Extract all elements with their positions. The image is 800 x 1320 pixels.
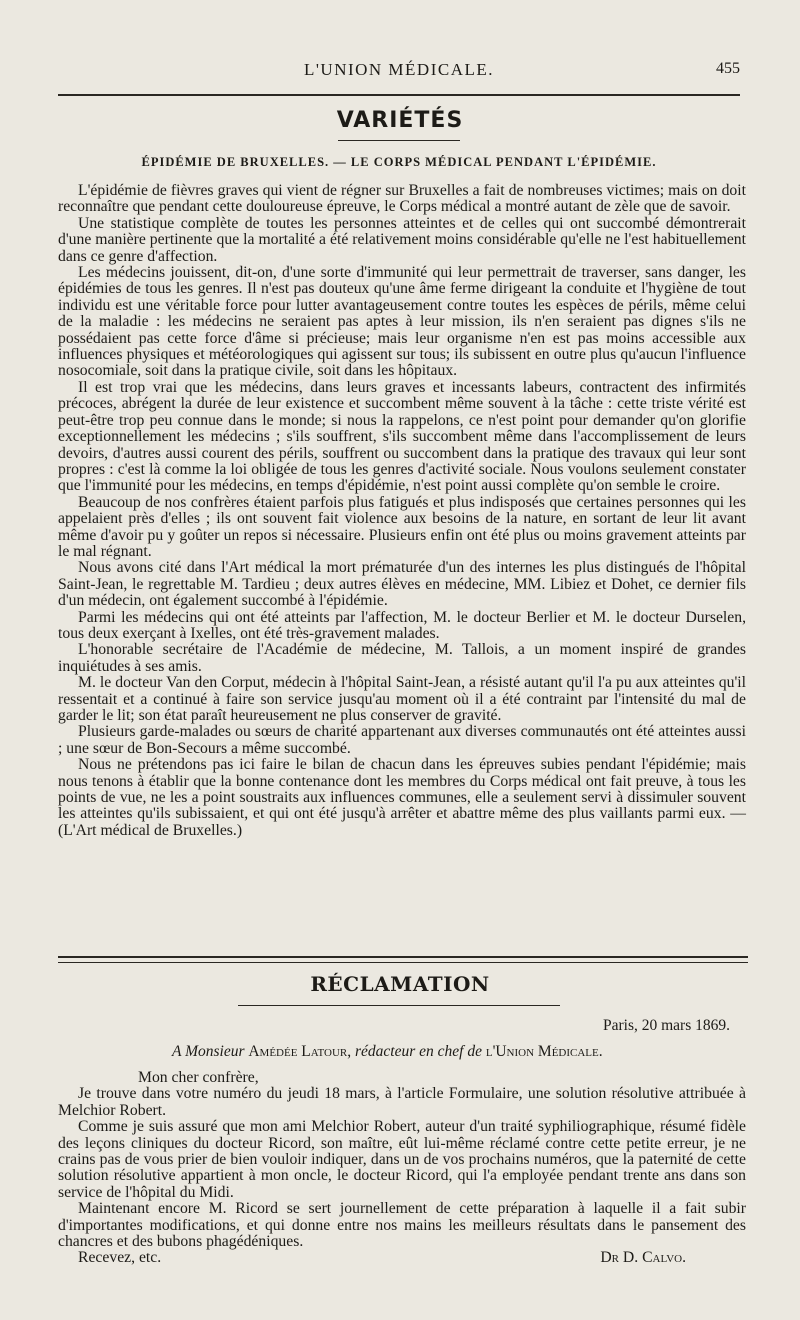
title-underline — [238, 1005, 560, 1006]
title-underline — [338, 140, 460, 141]
paragraph: Parmi les médecins qui ont été atteints par l'affection, M. le docteur Berlier et M. le docteur Durselen, tous deux exerçant à Ixelles, ont été très-gravement malades. — [58, 608, 746, 642]
paragraph: Nous ne prétendons pas ici faire le bilan de chacun dans les épreuves subies pendant l'épidémie; mais nous tenons à établir que la bonne contenance dont les membres du Corps médical ont fait preuve, à tous les points de vue, ne les a point soustraits aux influences communes, elle a seulement servi à dissimuler souvent les atteintes qu'ils subissaient, et qui ont été jusqu'à arrêter et abattre même des plus vaillants parmi eux. —(L'Art médical de Bruxelles.) — [58, 756, 746, 839]
paragraph: L'honorable secrétaire de l'Académie de médecine, M. Tallois, a un moment inspiré de grandes inquiétudes à ses amis. — [58, 641, 746, 675]
letter-body — [58, 1070, 746, 1268]
section-title-varietes: VARIÉTÉS — [336, 108, 464, 133]
addressee-role: rédacteur en chef de — [355, 1043, 482, 1060]
letter-addressee — [172, 1043, 603, 1061]
letter-salutation: Mon cher confrère, — [138, 1069, 259, 1086]
article-body — [58, 183, 746, 839]
paragraph: Plusieurs garde-malades ou sœurs de charité appartenant aux diverses communautés ont été atteintes aussi ; une sœur de Bon-Secours a même succombé. — [58, 723, 746, 757]
page-header — [58, 60, 740, 86]
paragraph: Les médecins jouissent, dit-on, d'une sorte d'immunité qui leur permettrait de traverser, sans danger, les épidémies de tous les genres. Il n'est pas douteux qu'une âme ferme dirigeant la conduite et l'hygiène de tout individu est une véritable force pour lutter avantageusement contre toutes les espèces de périls, même celui de la maladie : les médecins ne seraient pas aptes à leur mission, ils n'en seraient pas dignes s'ils ne possédaient pas cette force d'âme si précieuse; mais leur organisme n'en est pas moins accessible aux influences physiques et météorologiques qui agissent sur tous; ils subissent en outre plus qu'aucun l'influence nosocomiale, soit dans la pratique civile, soit dans les hôpitaux. — [58, 264, 746, 380]
addressee-name: Amédée Latour, — [248, 1043, 352, 1060]
header-rule — [58, 94, 740, 96]
section-divider — [58, 956, 748, 963]
addressee-journal: l'Union Médicale. — [485, 1043, 603, 1060]
section-title-reclamation: RÉCLAMATION — [310, 972, 490, 996]
letter-closing-line — [58, 1250, 746, 1268]
paragraph: L'épidémie de fièvres graves qui vient de régner sur Bruxelles a fait de nombreuses victimes; mais on doit reconnaître que pendant cette douloureuse épreuve, le Corps médical a montré autant de zèle que de savoir. — [58, 182, 746, 216]
addressee-prefix: A Monsieur — [172, 1043, 245, 1060]
paragraph: Comme je suis assuré que mon ami Melchior Robert, auteur d'un traité syphiliographique, résumé fidèle des leçons cliniques du docteur Ricord, son maître, eût lui-même réclamé contre cette petite erreur, je ne crains pas de vous prier de bien vouloir indiquer, dans un de vos prochains numéros, que la paternité de cette solution résolutive appartient à mon oncle, le docteur Ricord, qui l'a employée pendant trente ans dans son service de l'hôpital du Midi. — [58, 1118, 746, 1201]
paragraph: Beaucoup de nos confrères étaient parfois plus fatigués et plus indisposés que certaines personnes qui les appelaient près d'elles ; ils ont souvent fait violence aux besoins de la nature, en sortant de leur lit avant même d'avoir pu y goûter un repos si nécessaire. Plusieurs enfin ont été plus ou moins gravement atteints par le mal régnant. — [58, 493, 746, 560]
page-number: 455 — [716, 60, 740, 77]
paragraph: Maintenant encore M. Ricord se sert journellement de cette préparation à laquelle il a fait subir d'importantes modifications, et qui donne entre nos mains les meilleurs résultats dans le pansement des chancres et des bubons phagédéniques. — [58, 1200, 746, 1251]
article-subtitle: ÉPIDÉMIE DE BRUXELLES. — LE CORPS MÉDICAL PENDANT L'ÉPIDÉMIE. — [141, 155, 657, 169]
paragraph: Nous avons cité dans l'Art médical la mort prématurée d'un des internes les plus distingués de l'hôpital Saint-Jean, le regrettable M. Tardieu ; deux autres élèves en médecine, MM. Libiez et Dohet, ce dernier fils d'un médecin, ont également succombé à l'épidémie. — [58, 559, 746, 610]
letter-closing: Recevez, etc. — [78, 1249, 162, 1267]
paragraph: Il est trop vrai que les médecins, dans leurs graves et incessants labeurs, contractent des infirmités précoces, abrégent la durée de leur existence et succombent même souvent à la tâche : cette triste vérité est peut-être trop peu connue dans le monde; si nous la rappelons, ce n'est point pour demander qu'on glorifie exceptionnellement les médecins ; s'ils souffrent, s'ils succombent même dans l'accomplissement de leurs devoirs, d'autres aussi courent des périls, souffrent ou succombent dans la pratique des travaux qui leur sont propres : c'est là comme la loi obligée de tous les genres d'activité sociale. Nous voulons seulement constater que l'immunité pour les médecins, en temps d'épidémie, n'est point aussi complète qu'on semble le croire. — [58, 378, 746, 495]
letter-signature: Dr D. Calvo. — [600, 1249, 686, 1267]
paragraph: M. le docteur Van den Corput, médecin à l'hôpital Saint-Jean, a résisté autant qu'il l'a pu aux atteintes qu'il ressentait et a continué à faire son service jusqu'au moment où il a été contraint par l'intensité du mal de garder le lit; son état paraît heureusement ne plus conserver de gravité. — [58, 674, 746, 724]
letter-dateline: Paris, 20 mars 1869. — [602, 1017, 730, 1034]
paragraph: Je trouve dans votre numéro du jeudi 18 mars, à l'article Formulaire, une solution résolutive attribuée à Melchior Robert. — [58, 1085, 746, 1119]
paragraph: Une statistique complète de toutes les personnes atteintes et de celles qui ont succombé démontrerait d'une manière pertinente que la mortalité a été relativement moins considérable qu'elle ne l'est habituellement dans ce genre d'affection. — [58, 214, 746, 265]
running-title: L'UNION MÉDICALE. — [303, 60, 495, 79]
